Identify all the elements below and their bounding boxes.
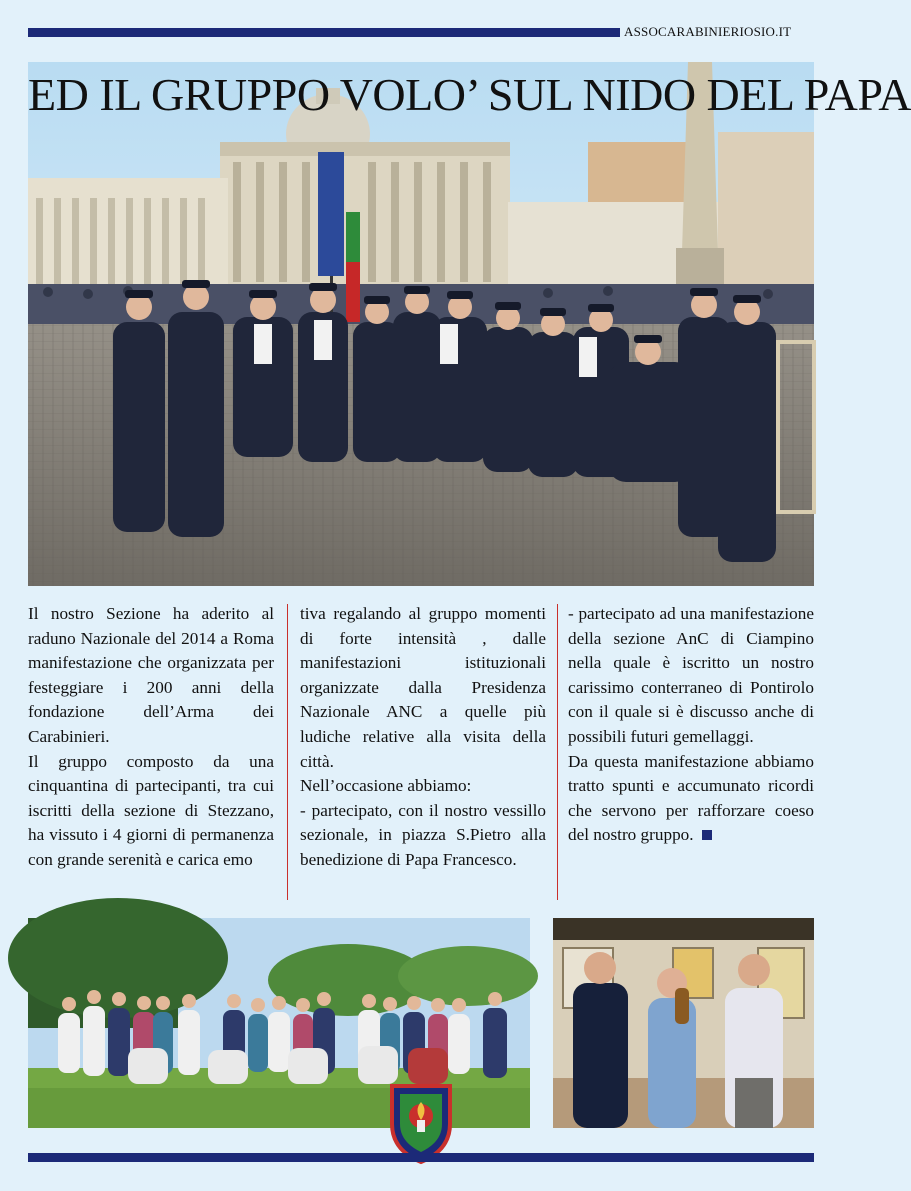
- paragraph: [568, 750, 814, 848]
- paragraph: Nell’occasione abbiamo:: [300, 776, 472, 796]
- main-photo: [28, 62, 911, 586]
- text-column-2: [300, 602, 546, 873]
- paragraph: Il gruppo composto da una cinquantina di partecipanti, tra cui iscritti della sezione di Stezzano, ha vissuto i 4 giorni di permanenza con grande serenità e carica emo: [28, 751, 274, 869]
- article-title: ED IL GRUPPO VOLO’ SUL NIDO DEL PAPA: [28, 69, 911, 120]
- site-url[interactable]: ASSOCARABINIERIOSIO.IT: [624, 24, 792, 39]
- award-photo: [553, 918, 814, 1128]
- column-divider: [287, 604, 288, 900]
- bottom-rule: [28, 1153, 814, 1162]
- text-column-3: [568, 602, 814, 848]
- paragraph: tiva regalando al gruppo momenti di forte intensità , dalle manifestazioni istituzionali organizzate dalla Presidenza Nazionale ANC a quelle più ludiche relative alla visita della città.: [300, 604, 546, 771]
- square-bullet-icon: [702, 830, 712, 840]
- paragraph: - partecipato, con il nostro vessillo sezionale, in piazza S.Pietro alla benedizione di Papa Francesco.: [300, 800, 546, 869]
- text-column-1: [28, 602, 274, 873]
- top-rule: [28, 28, 620, 37]
- paragraph: - partecipato ad una manifestazione della sezione AnC di Ciampino nella quale è iscritto un nostro carissimo conterraneo di Pontirolo con il quale si è discusso anche di possibili futuri gemellaggi.: [568, 604, 814, 746]
- paragraph-text: Da questa manifestazione abbiamo tratto spunti e accumunato ricordi che servono per rafforzare coeso del nostro gruppo.: [568, 751, 814, 845]
- column-divider: [557, 604, 558, 900]
- anc-shield-logo: [386, 1080, 456, 1164]
- paragraph: Il nostro Sezione ha aderito al raduno Nazionale del 2014 a Roma manifestazione che organizzata per festeggiare i 200 anni della fondazione dell’Arma dei Carabinieri.: [28, 604, 274, 746]
